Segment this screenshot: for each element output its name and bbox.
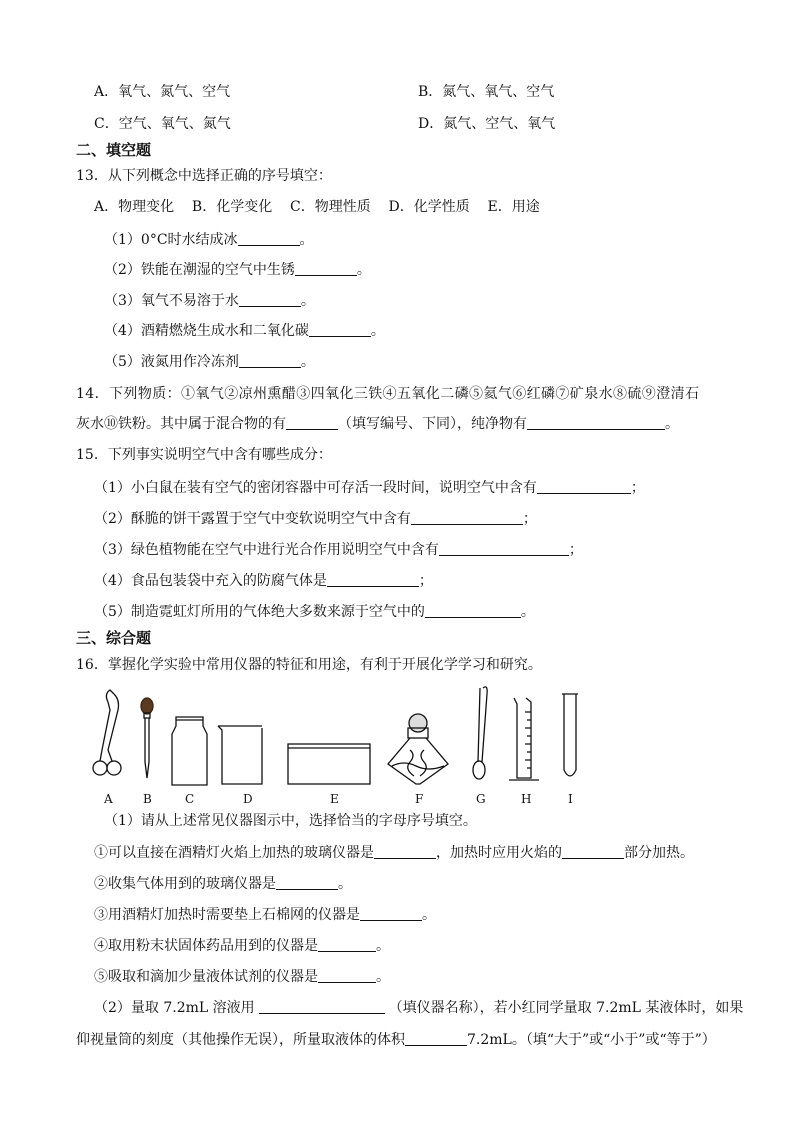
q13-item-text: （1）0°C时水结成冰	[104, 232, 238, 248]
q16-c4-end: 。	[376, 938, 390, 954]
q14-text-a: 灰水⑩铁粉。其中属于混合物的有	[76, 416, 286, 432]
spoon-icon	[473, 687, 487, 779]
q15-item-text: （3）绿色植物能在空气中进行光合作用说明空气中含有	[94, 542, 439, 558]
q16-c2-end: 。	[338, 876, 352, 892]
answer-blank[interactable]	[286, 415, 338, 430]
answer-blank[interactable]	[405, 1031, 467, 1046]
q16-c4	[94, 936, 390, 956]
q16-c1-text-c: 部分加热。	[624, 845, 694, 861]
crucible-tongs-icon	[93, 690, 121, 775]
q15-item-text: （2）酥脆的饼干露置于空气中变软说明空气中含有	[94, 511, 411, 527]
q16-c1-text-a: ①可以直接在酒精灯火焰上加热的玻璃仪器是	[94, 845, 374, 861]
alcohol-lamp-icon	[388, 714, 448, 784]
q15-item-4	[94, 571, 433, 591]
q13-item-end: 。	[300, 354, 315, 370]
answer-blank[interactable]	[239, 353, 301, 368]
q16-stem: 16．掌握化学实验中常用仪器的特征和用途，有利于开展化学学习和研究。	[76, 657, 542, 673]
answer-blank[interactable]	[411, 510, 523, 525]
q15-item-1	[94, 478, 645, 498]
q14-text-end: 。	[665, 416, 679, 432]
answer-blank[interactable]	[309, 322, 371, 337]
answer-blank[interactable]	[295, 261, 357, 276]
q15-item-end: ；	[568, 542, 583, 558]
q13-item-1	[104, 230, 314, 250]
answer-blank[interactable]	[318, 937, 376, 952]
q13-stem: 13．从下列概念中选择正确的序号填空：	[76, 168, 332, 184]
q15-item-3	[94, 540, 583, 560]
q15-item-text: （4）食品包装袋中充入的防腐气体是	[94, 573, 327, 589]
q15-item-2	[94, 509, 537, 529]
q16-sub2-text-d: 7.2mL。（填“大于”或“小于”或“等于”）	[467, 1032, 716, 1048]
q13-options: A．物理变化 B．化学变化 C．物理性质 D．化学性质 E．用途	[94, 199, 540, 215]
q13-item-text: （2）铁能在潮湿的空气中生锈	[104, 262, 295, 278]
answer-blank[interactable]	[562, 844, 624, 859]
instrument-label: A	[104, 792, 113, 806]
q13-item-text: （3）氧气不易溶于水	[104, 293, 239, 309]
q16-sub2-text-b: （填仪器名称），若小红同学量取 7.2mL 某液体时，如果	[388, 1000, 744, 1016]
q13-item-end: 。	[356, 262, 371, 278]
q13-item-3	[104, 291, 315, 311]
section-title-comprehensive: 三、综合题	[76, 629, 152, 647]
q16-sub2-text-c: 仰视量筒的刻度（其他操作无误），所量取液体的体积	[76, 1032, 405, 1048]
instrument-label: F	[415, 792, 424, 806]
q16-c3-end: 。	[422, 907, 436, 923]
option-c: C．空气、氧气、氮气	[94, 116, 231, 132]
answer-blank[interactable]	[439, 541, 569, 556]
q13-item-text: （5）液氮用作冷冻剂	[104, 354, 239, 370]
q16-c1-text-b: ，加热时应用火焰的	[436, 845, 562, 861]
trough-icon	[288, 744, 370, 784]
q14-line-1: 14．下列物质：①氧气②凉州熏醋③四氧化三铁④五氧化二磷⑤氦气⑥红磷⑦矿泉水⑧硫⑨澄清石	[76, 386, 700, 402]
q16-sub-2-line-2	[76, 1030, 716, 1050]
graduated-cylinder-icon	[509, 698, 539, 780]
q13-item-end: 。	[299, 232, 314, 248]
instrument-label: B	[143, 792, 152, 806]
q16-c3-text: ③用酒精灯加热时需要垫上石棉网的仪器是	[94, 907, 360, 923]
answer-blank[interactable]	[537, 479, 631, 494]
answer-blank[interactable]	[238, 231, 300, 246]
q16-sub-2-line-1	[94, 998, 743, 1018]
answer-blank[interactable]	[425, 603, 521, 618]
instrument-label: I	[568, 792, 573, 806]
q15-item-text: （5）制造霓虹灯所用的气体绝大多数来源于空气中的	[94, 604, 425, 620]
test-tube-icon	[562, 694, 578, 776]
beaker-icon	[218, 726, 262, 784]
q15-item-text: （1）小白鼠在装有空气的密闭容器中可存活一段时间，说明空气中含有	[94, 480, 537, 496]
answer-blank[interactable]	[527, 415, 665, 430]
q13-item-5	[104, 352, 315, 372]
q16-c5-end: 。	[376, 969, 390, 985]
q16-c1	[94, 843, 694, 863]
q13-item-4	[104, 321, 385, 341]
q13-item-end: 。	[300, 293, 315, 309]
instrument-label: C	[185, 792, 195, 806]
option-a: A．氧气、氮气、空气	[94, 84, 231, 100]
q16-c2	[94, 874, 352, 894]
q16-sub-1: （1）请从上述常见仪器图示中，选择恰当的字母序号填空。	[104, 813, 477, 829]
q13-item-text: （4）酒精燃烧生成水和二氧化碳	[104, 323, 309, 339]
section-title-fill-in: 二、填空题	[76, 141, 152, 159]
q14-text-b: （填写编号、下同），纯净物有	[338, 416, 527, 432]
q16-c4-text: ④取用粉末状固体药品用到的仪器是	[94, 938, 318, 954]
answer-blank[interactable]	[360, 906, 422, 921]
q15-item-5	[94, 602, 535, 622]
gas-bottle-icon	[172, 717, 207, 785]
q15-item-end: ；	[522, 511, 537, 527]
q16-sub2-text-a: （2）量取 7.2mL 溶液用	[94, 1000, 255, 1016]
answer-blank[interactable]	[239, 292, 301, 307]
lab-instruments-figure	[90, 680, 590, 810]
q16-c3	[94, 905, 436, 925]
answer-blank[interactable]	[318, 968, 376, 983]
q16-c2-text: ②收集气体用到的玻璃仪器是	[94, 876, 276, 892]
option-b: B．氮气、氧气、空气	[418, 84, 555, 100]
answer-blank[interactable]	[259, 999, 385, 1014]
q15-item-end: ；	[418, 573, 433, 589]
q15-item-end: ；	[630, 480, 645, 496]
instrument-label: G	[476, 792, 486, 806]
q16-c5-text: ⑤吸取和滴加少量液体试剂的仪器是	[94, 969, 318, 985]
q15-item-end: 。	[520, 604, 535, 620]
answer-blank[interactable]	[374, 844, 436, 859]
answer-blank[interactable]	[276, 875, 338, 890]
q14-line-2	[76, 414, 679, 434]
answer-blank[interactable]	[327, 572, 419, 587]
q15-stem: 15．下列事实说明空气中含有哪些成分：	[76, 447, 332, 463]
q16-c5	[94, 967, 390, 987]
q13-item-end: 。	[370, 323, 385, 339]
dropper-icon	[141, 698, 153, 778]
q13-item-2	[104, 260, 371, 280]
instrument-label: E	[330, 792, 339, 806]
instrument-label: H	[521, 792, 532, 806]
instrument-label: D	[243, 792, 253, 806]
option-d: D．氮气、空气、氧气	[418, 116, 556, 132]
